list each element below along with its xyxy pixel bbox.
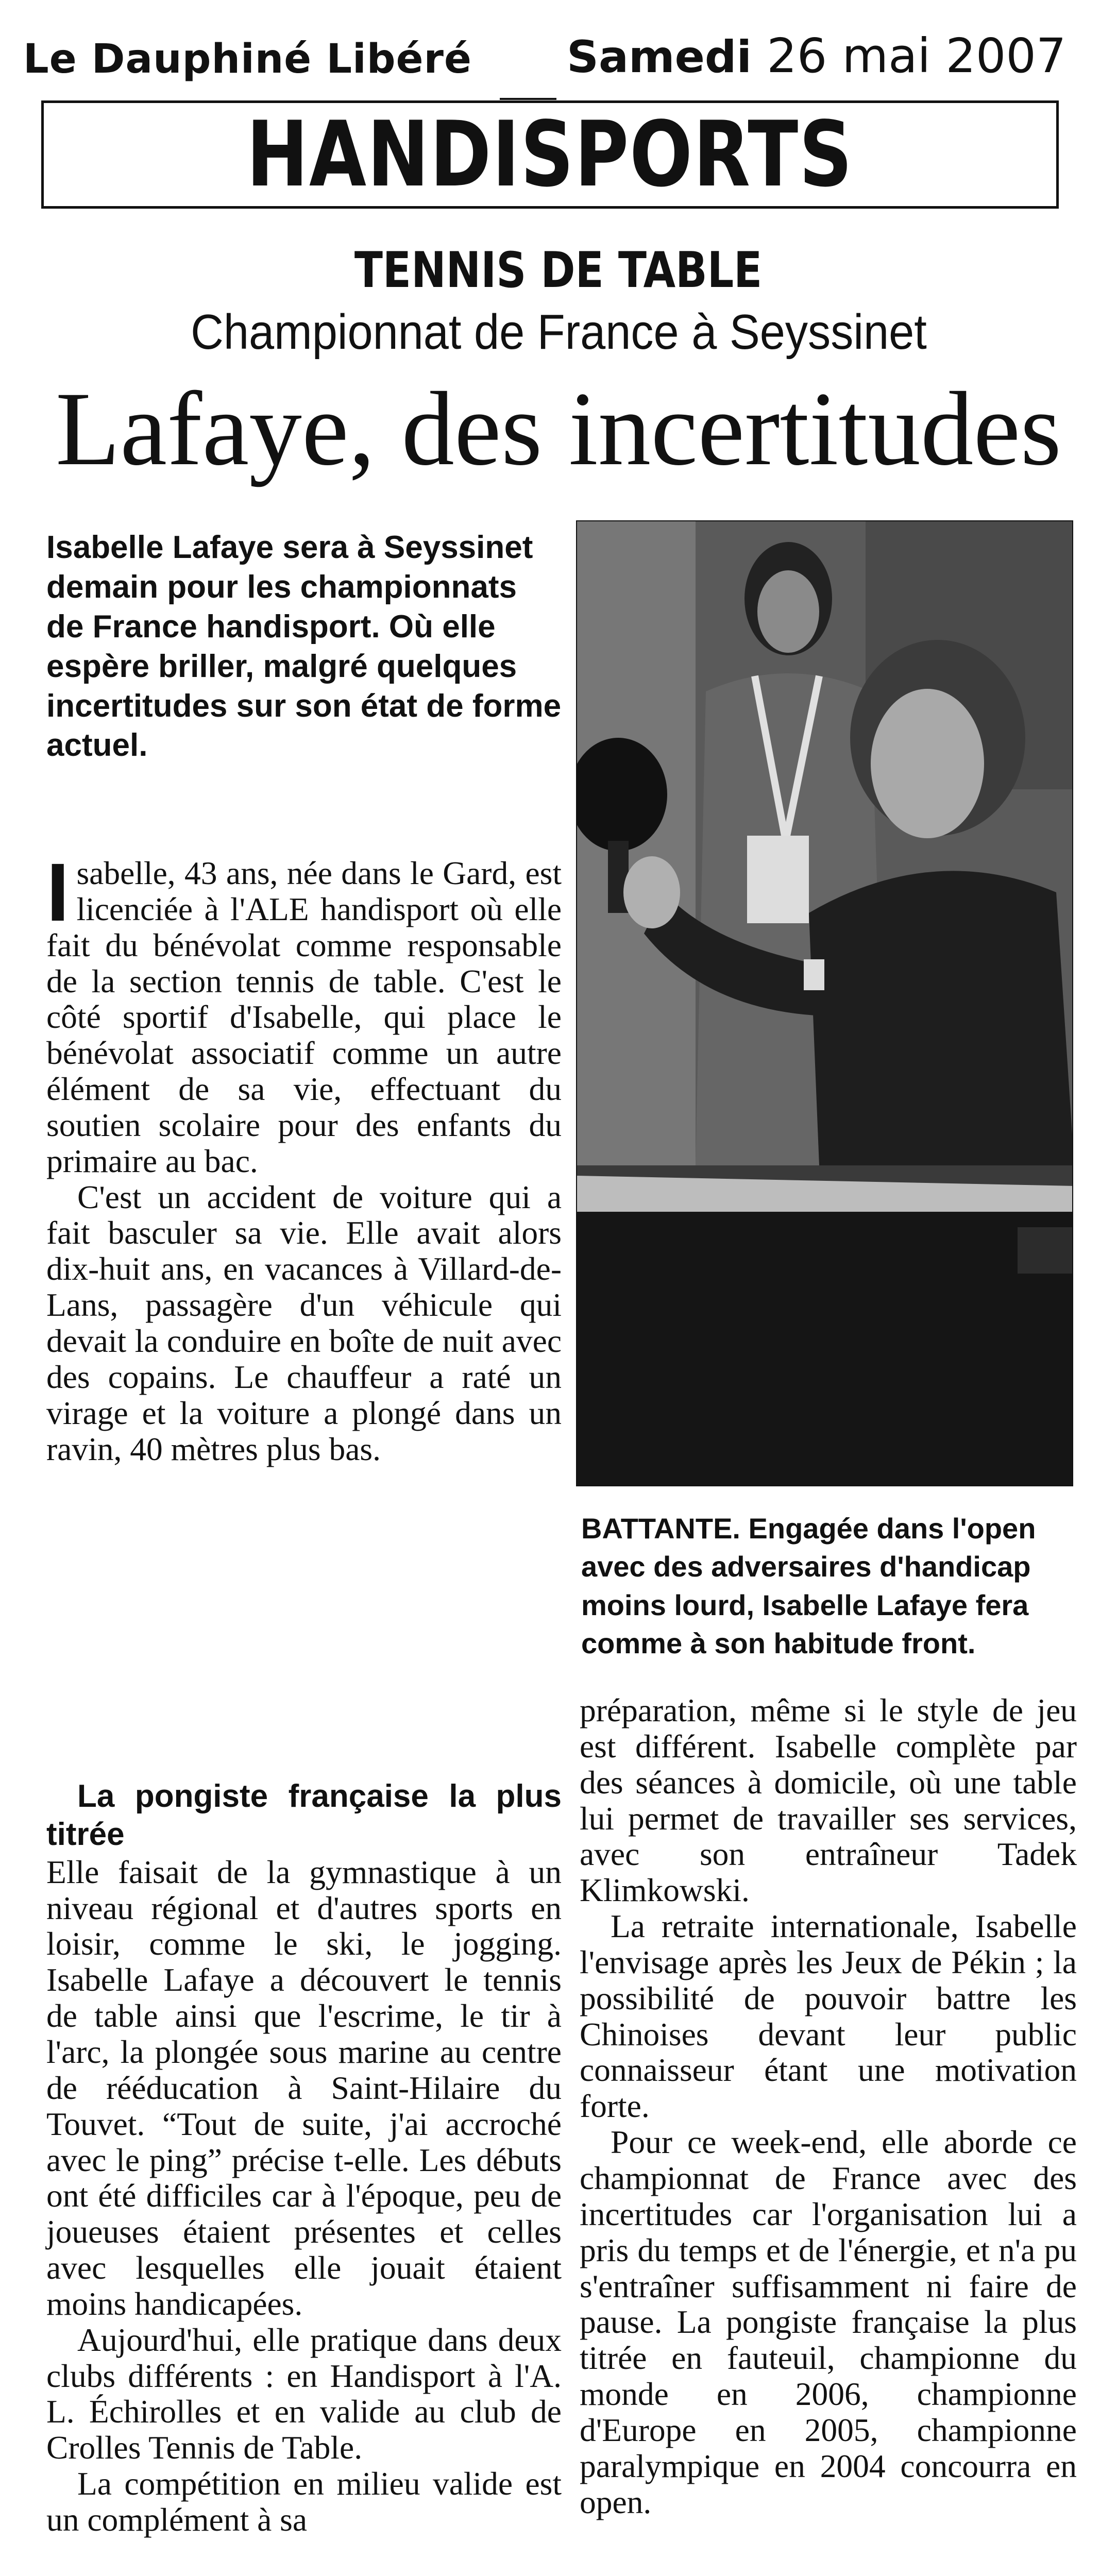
paragraph-1-text: sabelle, 43 ans, née dans le Gard, est licenciée à l'ALE handisport où elle fait du bénévolat comme responsable de la section tennis de table. C'est le côté sportif d'Isabelle, qui place le bénévolat associatif comme un autre élément de sa vie, effectuant du soutien scolaire pour des enfants du primaire au bac. bbox=[46, 855, 562, 1179]
publication-date bbox=[567, 28, 1066, 83]
section-rubric bbox=[41, 100, 1059, 209]
body-column-2 bbox=[580, 1692, 1077, 2520]
paragraph-2: C'est un accident de voiture qui a fait basculer sa vie. Elle avait alors dix-huit ans, en vacances à Villard-de-Lans, passagère d'un véhicule qui devait la conduire en boîte de nuit avec des copains. Le chauffeur a raté un virage et la voiture a plongé dans un ravin, 40 mètres plus bas. bbox=[46, 1178, 562, 1467]
paragraph-4: Aujourd'hui, elle pratique dans deux clubs différents : en Handisport à l'A. L. Échirolles et en valide au club de Crolles Tennis de Table. bbox=[46, 2321, 562, 2466]
paragraph-7: La retraite internationale, Isabelle l'envisage après les Jeux de Pékin ; la possibilité de pouvoir battre les Chinoises devant leur public connaisseur étant une motivation forte. bbox=[580, 1908, 1077, 2125]
article-subtitle bbox=[0, 304, 1117, 361]
publication-date-text: 26 mai 2007 bbox=[767, 28, 1067, 83]
section-rubric-label: HANDISPORTS bbox=[246, 102, 854, 207]
article-photo bbox=[576, 520, 1073, 1486]
paragraph-6: préparation, même si le style de jeu est différent. Isabelle complète par des séances à domicile, où une table lui permet de travailler ses services, avec son entraîneur Tadek Klimkowski. bbox=[580, 1692, 1077, 1909]
publication-name: Le Dauphiné Libéré bbox=[23, 36, 472, 82]
sport-kicker bbox=[0, 242, 1117, 299]
drop-cap: I bbox=[46, 846, 70, 938]
intertitle: La pongiste française la plus titrée bbox=[46, 1778, 562, 1853]
article-subtitle-label: Championnat de France à Seyssinet bbox=[190, 304, 927, 360]
article-headline: Lafaye, des incertitudes bbox=[55, 370, 1062, 487]
paragraph-8: Pour ce week-end, elle aborde ce championnat de France avec des incertitudes car l'organisation lui a pris du temps et de l'énergie, et n'a pu s'entraîner suffisamment ni faire de pause. La pongiste française la plus titrée en fauteuil, championne du monde en 2006, championne d'Europe en 2005, championne paralympique en 2004 concourra en open. bbox=[580, 2124, 1077, 2520]
body-column-1-top bbox=[46, 846, 562, 1467]
paragraph-3: Elle faisait de la gymnastique à un niveau régional et d'autres sports en loisir, comme le ski, le jogging. Isabelle Lafaye a découvert le tennis de table ainsi que l'escrime, le tir à l'arc, la plongée sous marine au centre de rééducation à Saint-Hilaire du Touvet. “Tout de suite, j'ai accroché avec le ping” précise t-elle. Les débuts ont été difficiles car à l'époque, peu de joueuses étaient présentes et celles avec lesquelles elle jouait étaient moins handicapées. bbox=[46, 1853, 562, 2322]
masthead-rule bbox=[500, 98, 556, 100]
sport-kicker-label: TENNIS DE TABLE bbox=[354, 242, 763, 299]
body-column-1-bottom bbox=[46, 1777, 562, 2538]
paragraph-5: La compétition en milieu valide est un complément à sa bbox=[46, 2465, 562, 2538]
publication-day: Samedi bbox=[567, 31, 752, 83]
article-lead: Isabelle Lafaye sera à Seyssinet demain pour les championnats de France handisport. Où elle espère briller, malgré quelques incertitudes sur son état de forme actuel. bbox=[46, 530, 562, 764]
photo-caption: BATTANTE. Engagée dans l'open avec des adversaires d'handicap moins lourd, Isabelle Lafaye fera comme à son habitude front. bbox=[581, 1512, 1036, 1660]
photo-table-tennis-player bbox=[577, 521, 1073, 1486]
paragraph-1 bbox=[46, 846, 562, 1179]
